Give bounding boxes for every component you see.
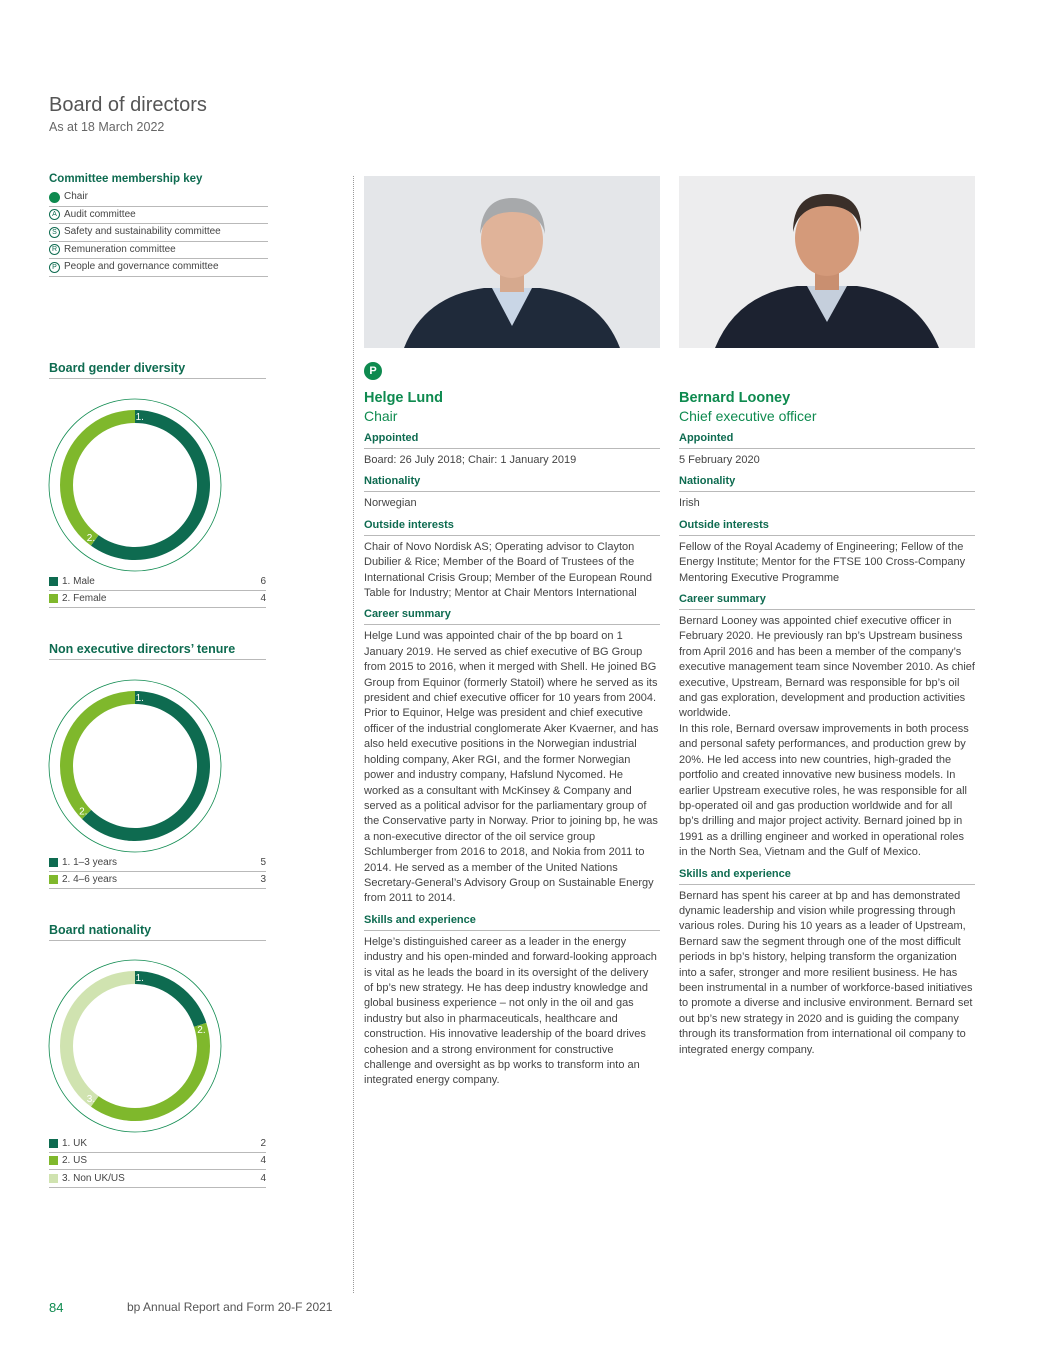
donut-slice-1 <box>135 971 206 1027</box>
donut-slice-label-1: 1. <box>135 412 144 424</box>
bernard-looney-photo <box>679 176 975 348</box>
skills-heading: Skills and experience <box>364 913 660 931</box>
key-item-safety: S Safety and sustainability committee <box>49 224 268 242</box>
donut-slice-2 <box>60 410 135 546</box>
director-name: Helge Lund <box>364 390 443 406</box>
key-item-chair: Chair <box>49 189 268 207</box>
audit-committee-icon: A <box>49 209 60 220</box>
people-committee-badge: P <box>364 362 382 380</box>
helge-lund-photo <box>364 176 660 348</box>
donut-slice-2 <box>91 1023 210 1121</box>
career-summary-text: Helge Lund was appointed chair of the bp board on 1 January 2019. He served as chief executive of BG Group from 2015 to 2016, when it merged with Shell. He joined BG Group from Equinor (formerly Statoil) where he served as its president and chief executive officer for 10 years from 2004. Prior to Equinor, Helge was president and chief executive officer of the industrial conglomerate Aker Kvaerner, and has also held executive positions in the Norwegian industrial holding company, Aker RGI, and the former Norwegian power and industry company, Hafslund Nycomed. He worked as a consultant with McKinsey & Company and served as a political advisor for the parliamentary group of the Conservative party in Norway. Prior to joining bp, he was a non-executive director of the oil service group Schlumberger from 2016 to 2018, and Nokia from 2011 to 2014. He served as a member of the United Nations Secretary-General’s Advisory Group on Sustainable Energy from 2011 to 2014. <box>364 630 659 905</box>
tenure-chart-title: Non executive directors’ tenure <box>49 642 266 660</box>
gender-chart-title: Board gender diversity <box>49 361 266 379</box>
outside-interests-heading: Outside interests <box>364 518 660 536</box>
key-item-remuneration: R Remuneration committee <box>49 242 268 260</box>
appointed-text: 5 February 2020 <box>679 454 760 466</box>
career-summary-text-2: In this role, Bernard oversaw improvements in both process and personal safety performances, and production grew by 20%. He led access into new countries, high-graded the portfolio and created innovative new business models. In earlier Upstream executive roles, he was responsible for all bp-operated oil and gas production worldwide and for all bp’s drilling and major project activity. Bernard joined bp in 1991 as a drilling engineer and worked in operational roles in the North Sea, Vietnam and the Gulf of Mexico. <box>679 722 969 859</box>
outside-interests-text: Fellow of the Royal Academy of Engineering; Fellow of the Energy Institute; Mentor for the FTSE 100 Cross-Company Mentoring Executive Programme <box>679 540 966 584</box>
skills-heading: Skills and experience <box>679 867 975 885</box>
donut-slice-3 <box>60 971 135 1107</box>
key-item-audit: A Audit committee <box>49 207 268 225</box>
column-divider <box>353 176 354 1293</box>
director-bernard-looney <box>679 389 975 1063</box>
people-committee-icon: P <box>49 262 60 273</box>
chair-dot-icon <box>49 192 60 203</box>
safety-committee-icon: S <box>49 227 60 238</box>
donut-outer-ring <box>49 680 221 852</box>
career-summary-text-1: Bernard Looney was appointed chief executive officer in February 2020. He previously ran bp’s Upstream business from April 2016 and has been a member of the company’s executive management team since November 2010. As chief executive, Upstream, Bernard was responsible for bp’s oil and gas exploration, development and production activities worldwide. <box>679 615 975 720</box>
us-swatch <box>49 1156 58 1165</box>
donut-slice-label-2: 2. <box>197 1024 206 1036</box>
nationality-text: Norwegian <box>364 497 417 510</box>
donut-outer-ring <box>49 960 221 1132</box>
director-name: Bernard Looney <box>679 390 791 406</box>
skills-text: Helge’s distinguished career as a leader in the energy industry and his open-minded and forward-looking approach is vital as he leads the board in its oversight of the delivery of bp’s new strategy. He has deep industry knowledge and global business experience – not only in the oil and gas industry but also in pharmaceuticals, healthcare and construction. His innovative leadership of the board drives cohesion and a strong environment for constructive challenge and oversight as bp works to transform into an integrated energy company. <box>364 935 657 1087</box>
nationality-chart-title: Board nationality <box>49 923 266 941</box>
career-summary-heading: Career summary <box>364 607 660 625</box>
legend-item-1-3-years: 1. 1–3 years 5 <box>49 854 266 872</box>
donut-slice-1 <box>91 410 210 560</box>
tenure-legend <box>49 854 266 889</box>
director-helge-lund <box>364 389 660 1094</box>
committee-key-title: Committee membership key <box>49 173 203 185</box>
nationality-heading: Nationality <box>679 474 975 492</box>
donut-slice-label-3: 3. <box>86 1093 96 1105</box>
donut-outer-ring <box>49 399 221 571</box>
page-subtitle: As at 18 March 2022 <box>49 120 165 134</box>
nationality-legend <box>49 1135 266 1188</box>
nationality-heading: Nationality <box>364 474 660 492</box>
female-swatch <box>49 594 58 603</box>
tenure-donut-chart <box>47 678 223 854</box>
remuneration-committee-icon: R <box>49 244 60 255</box>
outside-interests-heading: Outside interests <box>679 518 975 536</box>
1-3-years-swatch <box>49 858 58 867</box>
legend-item-uk: 1. UK 2 <box>49 1135 266 1153</box>
director-role: Chief executive officer <box>679 408 817 424</box>
committee-key-list <box>49 189 268 277</box>
page-title: Board of directors <box>49 94 207 116</box>
outside-interests-text: Chair of Novo Nordisk AS; Operating advisor to Clayton Dubilier & Rice; Member of the Board of Trustees of the International Crisis Group; Member of the European Round Table for Industry; Mentor at Chair Mentors International <box>364 540 652 600</box>
appointed-heading: Appointed <box>364 431 660 449</box>
career-summary-heading: Career summary <box>679 592 975 610</box>
appointed-text: Board: 26 July 2018; Chair: 1 January 2019 <box>364 454 577 466</box>
donut-slice-label-1: 1. <box>135 693 144 705</box>
donut-slice-2 <box>60 691 135 819</box>
4-6-years-swatch <box>49 875 58 884</box>
skills-text: Bernard has spent his career at bp and has demonstrated dynamic leadership and vision while progressing through various roles. During his 10 years as a leader of Upstream, Bernard saw the segment through one of the most difficult periods in bp’s history, helping transform the organization into a safer, stronger and more resilient business. He has been instrumental in a number of workforce-based initiatives to promote a diverse and inclusive environment. Bernard set out bp’s new strategy in 2020 and is guiding the company through its transformation from international oil company to integrated energy company. <box>679 889 973 1056</box>
gender-legend <box>49 573 266 608</box>
nationality-donut-chart <box>47 958 223 1134</box>
director-role: Chair <box>364 408 398 424</box>
donut-slice-label-2: 2. <box>79 806 88 818</box>
key-item-people: P People and governance committee <box>49 259 268 277</box>
nationality-text: Irish <box>679 497 700 510</box>
legend-item-male: 1. Male 6 <box>49 573 266 591</box>
donut-slice-label-1: 1. <box>135 973 144 985</box>
donut-slice-label-2: 2. <box>86 532 96 544</box>
legend-item-4-6-years: 2. 4–6 years 3 <box>49 872 266 890</box>
male-swatch <box>49 577 58 586</box>
footer-text: bp Annual Report and Form 20-F 2021 <box>127 1300 333 1314</box>
non-uk-us-swatch <box>49 1174 58 1183</box>
legend-item-non-uk-us: 3. Non UK/US 4 <box>49 1170 266 1188</box>
page-number: 84 <box>49 1300 64 1315</box>
legend-item-female: 2. Female 4 <box>49 591 266 609</box>
legend-item-us: 2. US 4 <box>49 1153 266 1171</box>
uk-swatch <box>49 1139 58 1148</box>
appointed-heading: Appointed <box>679 431 975 449</box>
gender-donut-chart <box>47 397 223 573</box>
